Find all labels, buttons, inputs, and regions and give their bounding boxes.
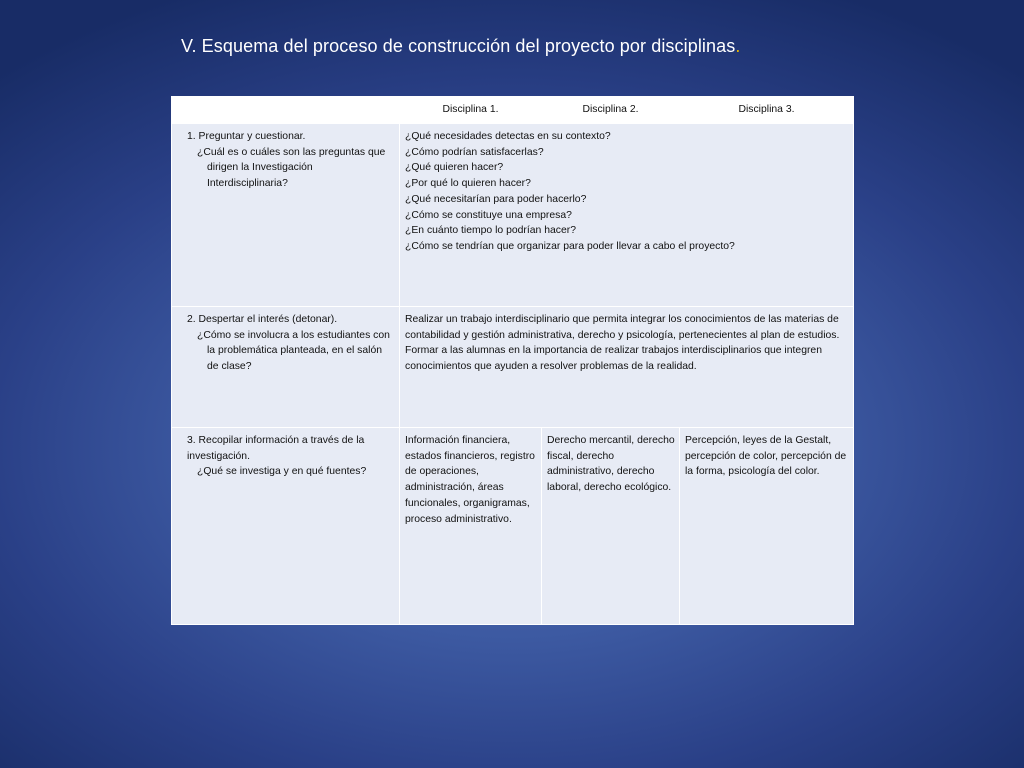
slide-title-dot: . [735,36,741,56]
row-2-paragraph: Realizar un trabajo interdisciplinario que permita integrar los conocimientos de las materias de contabilidad y gestión administrativa, derecho y psicología, pertenecientes al plan de estudios. Formar a las alumnas en la importancia de realizar trabajos interdisciplinarios que integren conocimientos que ayuden a resolver problemas de la realidad. [405,314,840,373]
slide-title [181,36,740,57]
table-row-preguntar [172,124,854,307]
row-3-disciplina-3-cell [680,428,854,625]
question-item: ¿Cómo se tendrían que organizar para poder llevar a cabo el proyecto? [405,240,735,252]
row-3-label-main: 3. Recopilar información a través de la investigación. [187,435,365,462]
header-empty-cell [172,97,400,124]
row-1-label-sub: ¿Cuál es o cuáles son las preguntas que dirigen la Investigación Interdisciplinaria? [197,146,386,190]
row-3-disciplina-1-cell [400,428,542,625]
table-row-recopilar [172,428,854,625]
row-3-disciplina-2-cell [542,428,680,625]
schema-table [171,96,854,625]
row-3-disciplina-1-text: Información financiera, estados financieros, registro de operaciones, administración, áreas funcionales, organigramas, proceso administrativo. [405,435,535,525]
row-2-paragraph-cell [400,307,854,428]
row-3-disciplina-2-text: Derecho mercantil, derecho fiscal, derecho administrativo, derecho laboral, derecho ecológico. [547,435,675,494]
header-disciplina-1: Disciplina 1. [400,97,542,124]
header-disciplina-2: Disciplina 2. [542,97,680,124]
question-item: ¿Cómo se constituye una empresa? [405,209,572,221]
question-item: ¿Qué necesitarían para poder hacerlo? [405,193,587,205]
question-item: ¿Qué quieren hacer? [405,162,504,174]
row-3-disciplina-3-text: Percepción, leyes de la Gestalt, percepción de color, percepción de la forma, psicología del color. [685,435,847,478]
row-2-label-sub: ¿Cómo se involucra a los estudiantes con la problemática planteada, en el salón de clase? [197,329,390,373]
table-header-row [172,97,854,124]
row-3-label-sub: ¿Qué se investiga y en qué fuentes? [197,466,367,478]
row-1-label-cell [172,124,400,307]
slide-title-text: V. Esquema del proceso de construcción del proyecto por disciplinas [181,36,736,56]
question-item: ¿Por qué lo quieren hacer? [405,178,531,190]
row-1-questions-cell [400,124,854,307]
row-2-label-main: 2. Despertar el interés (detonar). [187,314,338,325]
question-item: ¿En cuánto tiempo lo podrían hacer? [405,225,576,237]
row-2-label-cell [172,307,400,428]
table-row-despertar [172,307,854,428]
question-item: ¿Cómo podrían satisfacerlas? [405,146,544,158]
header-disciplina-3: Disciplina 3. [680,97,854,124]
question-item: ¿Qué necesidades detectas en su contexto? [405,131,611,142]
row-3-label-cell [172,428,400,625]
row-1-label-main: 1. Preguntar y cuestionar. [187,131,306,142]
